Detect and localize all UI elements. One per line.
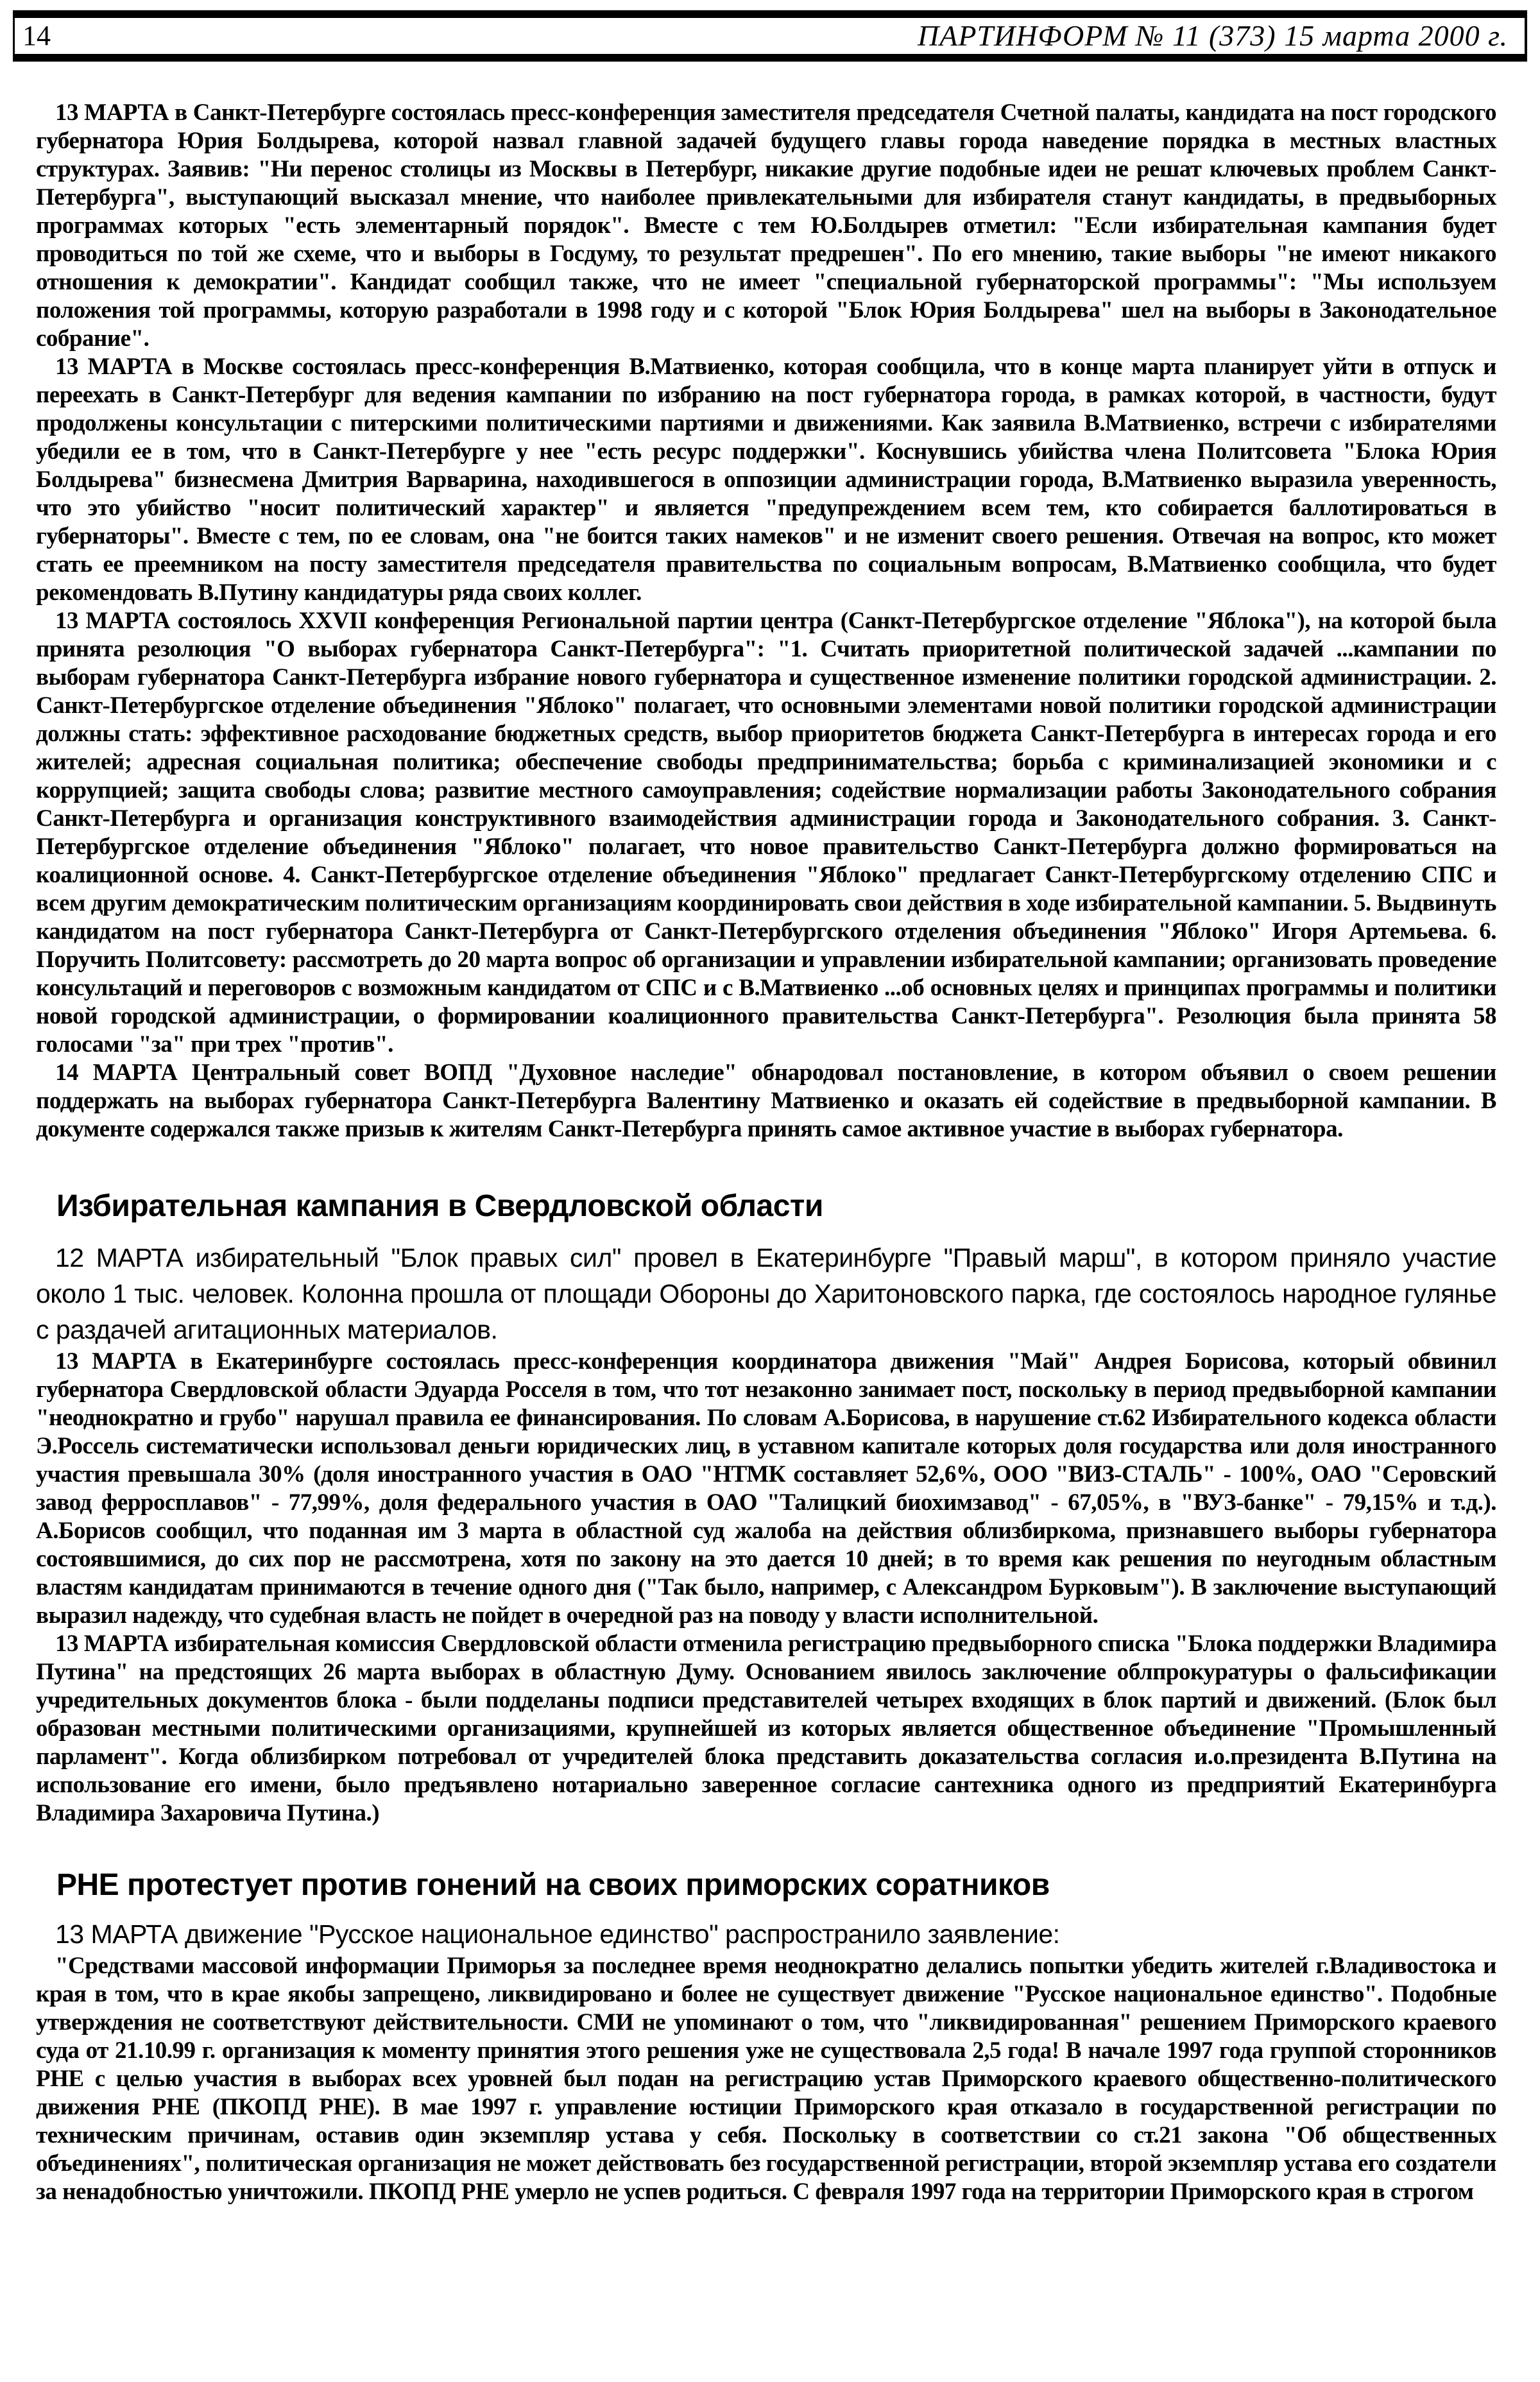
news-paragraph-pravy-marsh: 12 МАРТА избирательный "Блок правых сил" провел в Екатеринбурге "Правый марш", в котором приняло участие около 1 тыс. человек. Колонна прошла от площади Обороны до Харитоновского парка, где состоялось народное гулянье с раздачей агитационных материалов. (36, 1243, 1496, 1344)
news-paragraph-putin-block: 13 МАРТА избирательная комиссия Свердловской области отменила регистрацию предвыборного списка "Блока поддержки Владимира Путина" на предстоящих 26 марта выборах в областную Думу. Основанием явилось заключение облпрокуратуры о фальсификации учредительных документов блока - были подделаны подписи представителей четырех входящих в блок партий и движений. (Блок был образован местными политическими организациями, крупнейшей из которых является общественное объединение "Промышленный парламент". Когда облизбирком потребовал от учредителей блока представить доказательства согласия и.о.президента В.Путина на использование его имени, было предъявлено нотариально заверенное согласие сантехника одного из предприятий Екатеринбурга Владимира Захаровича Путина.) (36, 1631, 1496, 1826)
page-header (13, 10, 1527, 62)
news-paragraph-boldyrev: 13 МАРТА в Санкт-Петербурге состоялась пресс-конференция заместителя председателя Счетной палаты, кандидата на пост городского губернатора Юрия Болдырева, которой назвал главной задачей будущего главы города наведение порядка в местных властных структурах. Заявив: "Ни перенос столицы из Москвы в Петербург, никакие другие подобные идеи не решат ключевых проблем Санкт-Петербурга", выступающий высказал мнение, что наиболее привлекательными для избирателя станут кандидаты, в предвыборных программах которых "есть элементарный порядок". Вместе с тем Ю.Болдырев отметил: "Если избирательная кампания будет проводиться по той же схеме, что и выборы в Госдуму, то результат предрешен". По его мнению, такие выборы "не имеют никакого отношения к демократии". Кандидат сообщил также, что не имеет "специальной губернаторской программы": "Мы используем положения той программы, которую разработали в 1998 году и с которой "Блок Юрия Болдырева" шел на выборы в Законодательное собрание". (36, 99, 1496, 352)
news-paragraph-yabloko-resolution: 13 МАРТА состоялось XXVII конференция Региональной партии центра (Санкт-Петербургское отделение "Яблока"), на которой была принята резолюция "О выборах губернатора Санкт-Петербурга": "1. Считать приоритетной политической задачей ...кампании по выборам губернатора Санкт-Петербурга избрание нового губернатора и существенное изменение политики городской администрации. 2. Санкт-Петербургское отделение объединения "Яблоко" полагает, что основными элементами новой политики городской администрации должны стать: эффективное расходование бюджетных средств, выбор приоритетов бюджета Санкт-Петербурга в интересах города и его жителей; адресная социальная политика; обеспечение свободы предпринимательства; борьба с криминализацией экономики и с коррупцией; защита свободы слова; развитие местного самоуправления; содействие нормализации работы Законодательного собрания Санкт-Петербурга и организация конструктивного взаимодействия администрации города и Законодательного собрания. 3. Санкт-Петербургское отделение объединения "Яблоко" полагает, что новое правительство Санкт-Петербурга должно формироваться на коалиционной основе. 4. Санкт-Петербургское отделение объединения "Яблоко" предлагает Санкт-Петербургскому отделению СПС и всем другим демократическим политическим организациям координировать свои действия в ходе избирательной кампании. 5. Выдвинуть кандидатом на пост губернатора Санкт-Петербурга от Санкт-Петербургского отделения объединения "Яблоко" Игоря Артемьева. 6. Поручить Политсовету: рассмотреть до 20 марта вопрос об организации и управлении избирательной кампании; организовать проведение консультаций и переговоров с возможным кандидатом от СПС и с В.Матвиенко ...об основных целях и принципах программы и политики новой городской администрации, о формировании коалиционного правительства Санкт-Петербурга". Резолюция была принята 58 голосами "за" при трех "против". (36, 608, 1496, 1058)
section-heading-rne: РНЕ протестует против гонений на своих приморских соратников (56, 1868, 1050, 1902)
article-body (0, 62, 1540, 2206)
news-paragraph-matvienko: 13 МАРТА в Москве состоялась пресс-конференция В.Матвиенко, которая сообщила, что в конце марта планирует уйти в отпуск и переехать в Санкт-Петербург для ведения кампании по избранию на пост губернатора города, в рамках которой, в частности, будут продолжены консультации с питерскими политическими партиями и движениями. Как заявила В.Матвиенко, встречи с избирателями убедили ее в том, что в Санкт-Петербурге у нее "есть ресурс поддержки". Коснувшись убийства члена Политсовета "Блока Юрия Болдырева" бизнесмена Дмитрия Варварина, находившегося в оппозиции администрации города, В.Матвиенко выразила уверенность, что это убийство "носит политический характер" и является "предупреждением всем тем, кто собирается баллотироваться в губернаторы". Вместе с тем, по ее словам, она "не боится таких намеков" и не изменит своего решения. Отвечая на вопрос, кто может стать ее преемником на посту заместителя председателя правительства по социальным вопросам, В.Матвиенко сообщила, что будет рекомендовать В.Путину кандидатуры ряда своих коллег. (36, 354, 1496, 606)
section-heading-sverdlovsk: Избирательная кампания в Свердловской области (56, 1189, 823, 1223)
news-paragraph-dukhovnoe-nasledie: 14 МАРТА Центральный совет ВОПД "Духовное наследие" обнародовал постановление, в котором объявил о своем решении поддержать на выборах губернатора Санкт-Петербурга Валентину Матвиенко и оказать ей содействие в предвыборной кампании. В документе содержался также призыв к жителям Санкт-Петербурга принять самое активное участие в выборах губернатора. (36, 1059, 1496, 1142)
masthead-title: ПАРТИНФОРМ № 11 (373) 15 марта 2000 г. (918, 19, 1508, 52)
news-paragraph-rne-statement-lead: 13 МАРТА движение "Русское национальное единство" распространило заявление: (55, 1919, 1060, 1949)
news-paragraph-borisov: 13 МАРТА в Екатеринбурге состоялась пресс-конференция координатора движения "Май" Андрея Борисова, который обвинил губернатора Свердловской области Эдуарда Росселя в том, что тот незаконно занимает пост, поскольку в период предвыборной кампании "неоднократно и грубо" нарушал правила ее финансирования. По словам А.Борисова, в нарушение ст.62 Избирательного кодекса области Э.Россель систематически использовал деньги юридических лиц, в уставном капитале которых доля государства или доля иностранного участия превышала 30% (доля иностранного участия в ОАО "НТМК составляет 52,6%, ООО "ВИЗ-СТАЛЬ" - 100%, ОАО "Серовский завод ферросплавов" - 77,99%, доля федерального участия в ОАО "Талицкий биохимзавод" - 67,05%, в "ВУЗ-банке" - 79,15% и т.д.). А.Борисов сообщил, что поданная им 3 марта в областной суд жалоба на действия облизбиркома, признавшего выборы губернатора состоявшимися, до сих пор не рассмотрена, хотя по закону на это дается 10 дней; в то время как решения по неугодным областным властям кандидатам принимаются в течение одного дня ("Так было, например, с Александром Бурковым"). В заключение выступающий выразил надежду, что судебная власть не пойдет в очередной раз на поводу у власти исполнительной. (36, 1348, 1496, 1629)
news-paragraph-rne-statement-body: "Средствами массовой информации Приморья за последнее время неоднократно делались попытки убедить жителей г.Владивостока и края в том, что в крае якобы запрещено, ликвидировано и более не существует движение "Русское национальное единство". Подобные утверждения не соответствуют действительности. СМИ не упоминают о том, что "ликвидированная" решением Приморского краевого суда от 21.10.99 г. организация к моменту принятия этого решения уже не существовала 2,5 года! В начале 1997 года группой сторонников РНЕ с целью участия в выборах всех уровней был подан на регистрацию устав Приморского краевого общественно-политического движения РНЕ (ПКОПД РНЕ). В мае 1997 г. управление юстиции Приморского края отказало в государственной регистрации по техническим причинам, оставив один экземпляр устава у себя. Поскольку в соответствии со ст.21 закона "Об общественных объединениях", политическая организация не может действовать без государственной регистрации, второй экземпляр устава его создатели за ненадобностью уничтожили. ПКОПД РНЕ умерло не успев родиться. С февраля 1997 года на территории Приморского края в строгом (36, 1953, 1496, 2205)
page-number: 14 (22, 20, 51, 51)
